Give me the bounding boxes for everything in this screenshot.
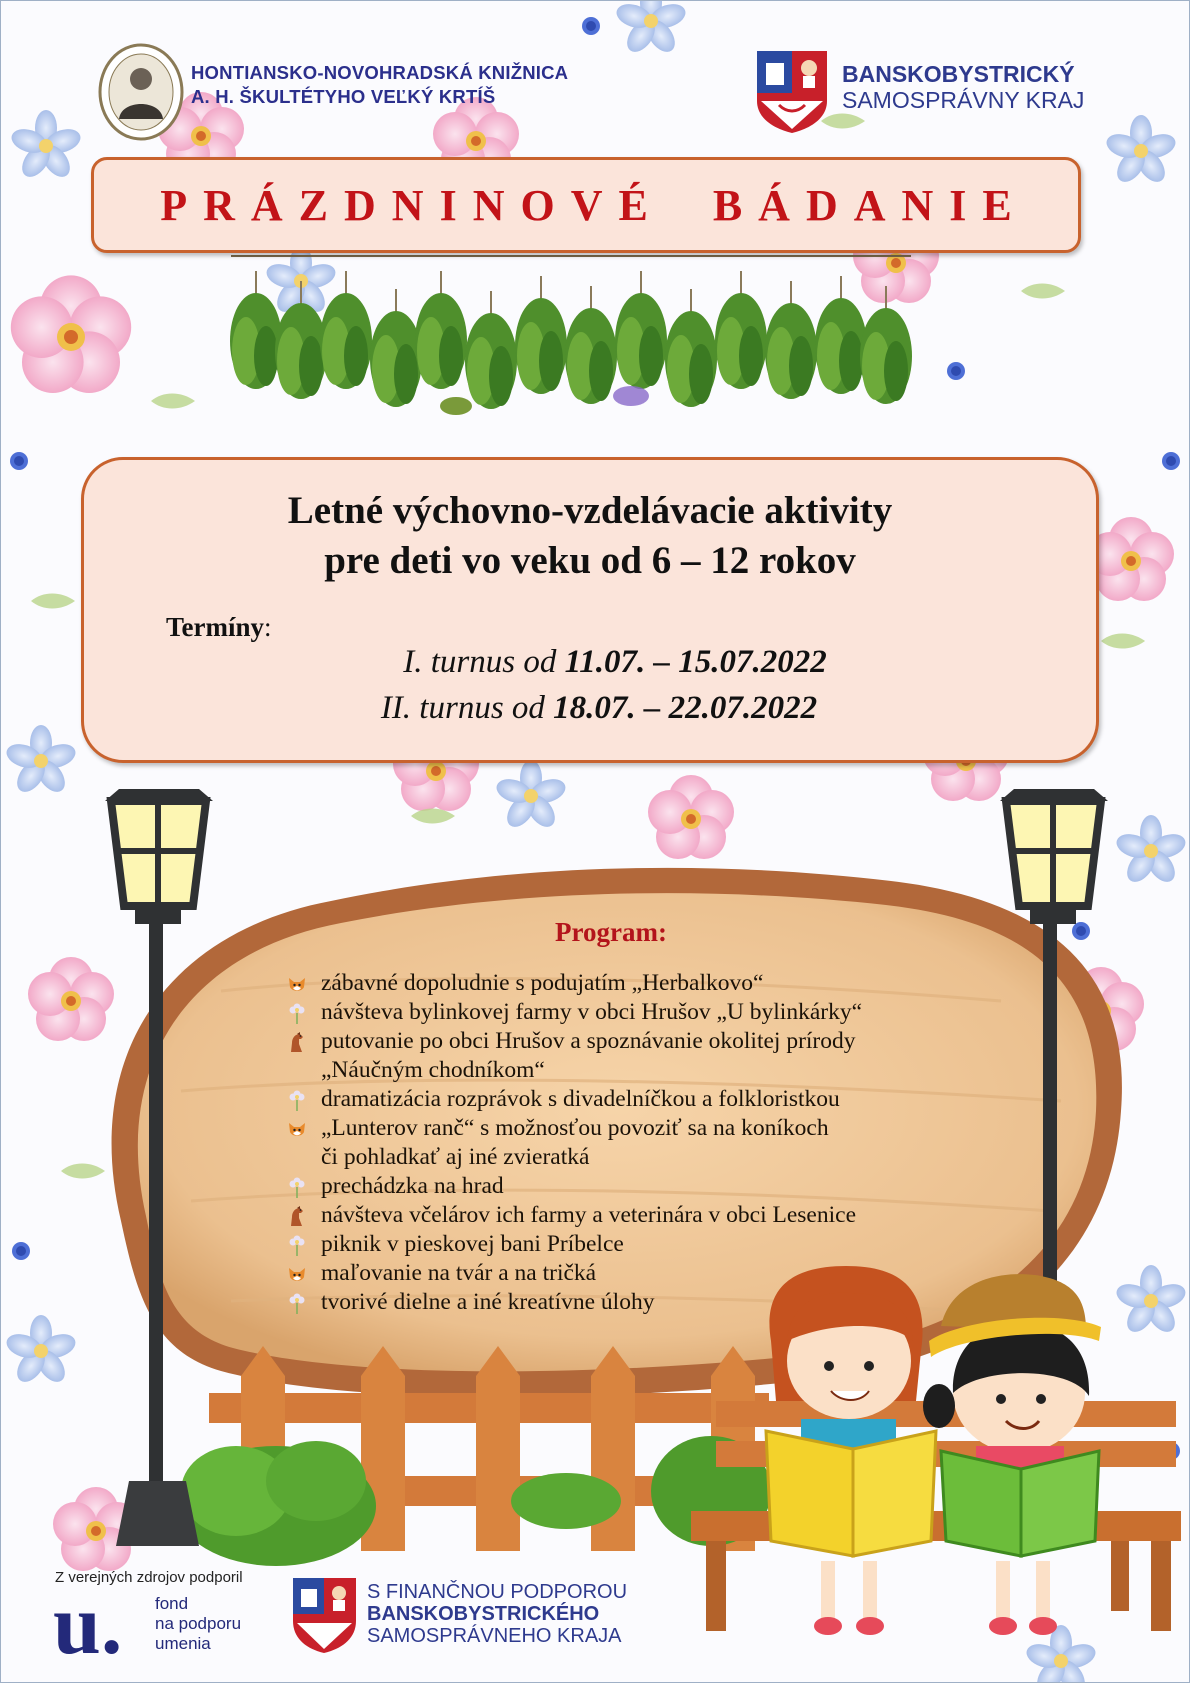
- flower-icon: [285, 1001, 309, 1025]
- program-item-text: maľovanie na tvár a na tričká: [321, 1260, 597, 1286]
- program-item-text: „Lunterov ranč“ s možnosťou povoziť sa na koníkoch či pohladkať aj iné zvieratká: [321, 1115, 829, 1170]
- fund-logo-icon: u.: [53, 1576, 123, 1672]
- footer-coat-of-arms-icon: [293, 1578, 356, 1653]
- program-item-text: návšteva včelárov ich farmy a veterinára v obci Lesenice: [321, 1202, 857, 1228]
- program-item-text: návšteva bylinkovej farmy v obci Hrušov „U bylinkárky“: [321, 999, 863, 1025]
- horse-icon: [285, 1030, 309, 1054]
- library-name: [191, 61, 568, 109]
- fox-icon: [285, 1262, 309, 1286]
- program-item-text: prechádzka na hrad: [321, 1173, 504, 1199]
- program-item: [283, 1230, 862, 1259]
- terms-heading: [166, 612, 272, 643]
- terms-colon: :: [264, 612, 272, 642]
- financial-support-text: [367, 1581, 627, 1647]
- turnus-2-label: II. turnus od: [380, 690, 554, 726]
- girl-reading-illustration: [766, 1266, 936, 1635]
- region-coat-of-arms-icon: [757, 51, 827, 133]
- program-item: [283, 1114, 862, 1172]
- flower-icon: [285, 1233, 309, 1257]
- program-item: [283, 1027, 862, 1085]
- flower-icon: [285, 1088, 309, 1112]
- fin-support-line2: BANSKOBYSTRICKÉHO: [367, 1603, 600, 1625]
- program-item: [283, 998, 862, 1027]
- fin-support-line1: S FINANČNOU PODPOROU: [367, 1581, 628, 1603]
- turnus-2-dates: 18.07. – 22.07.2022: [553, 690, 818, 726]
- page-title: PRÁZDNINOVÉ BÁDANIE: [160, 180, 1028, 230]
- region-name-line2: SAMOSPRÁVNY KRAJ: [842, 87, 1085, 113]
- library-name-line2: A. H. ŠKULTÉTYHO VEĽKÝ KRTÍŠ: [191, 86, 496, 107]
- horse-icon: [285, 1204, 309, 1228]
- turnus-2: [84, 690, 1096, 727]
- fox-icon: [285, 972, 309, 996]
- info-line1: Letné výchovno-vzdelávacie aktivity: [287, 489, 893, 532]
- turnus-1-label: I. turnus od: [403, 644, 565, 680]
- program-item: [283, 1259, 862, 1288]
- fin-support-line3: SAMOSPRÁVNEHO KRAJA: [367, 1625, 622, 1647]
- flower-icon: [285, 1291, 309, 1315]
- program-item-text: tvorivé dielne a iné kreatívne úlohy: [321, 1289, 655, 1315]
- program-item: [283, 1085, 862, 1114]
- turnus-1: [84, 644, 1096, 681]
- fund-name-line1: fond: [155, 1594, 189, 1613]
- fund-name: [155, 1594, 241, 1654]
- program-item: [283, 969, 862, 998]
- hanging-herbs-illustration: [230, 256, 912, 415]
- program-title: Program:: [555, 917, 667, 947]
- flower-icon: [285, 1175, 309, 1199]
- program-item-text: piknik v pieskovej bani Príbelce: [321, 1231, 624, 1257]
- program-list: [283, 969, 862, 1317]
- poster-artwork: [1, 1, 1190, 1683]
- fund-name-line2: na podporu: [155, 1614, 242, 1633]
- program-item: [283, 1288, 862, 1317]
- region-name-line1: BANSKOBYSTRICKÝ: [842, 61, 1075, 87]
- program-item-text: zábavné dopoludnie s podujatím „Herbalkovo“: [321, 970, 764, 996]
- region-name: [842, 61, 1084, 113]
- program-item: [283, 1172, 862, 1201]
- info-line2: pre deti vo veku od 6 – 12 rokov: [324, 539, 856, 582]
- support-label: Z verejných zdrojov podporil: [55, 1569, 243, 1586]
- title-banner: [91, 157, 1081, 253]
- info-box: [81, 457, 1099, 763]
- program-item: [283, 1201, 862, 1230]
- library-logo-icon: [100, 45, 182, 139]
- turnus-1-dates: 11.07. – 15.07.2022: [564, 644, 827, 680]
- library-name-line1: HONTIANSKO-NOVOHRADSKÁ KNIŽNICA: [191, 62, 569, 83]
- fox-icon: [285, 1117, 309, 1141]
- terms-label: Termíny: [166, 612, 265, 642]
- program-item-text: dramatizácia rozprávok s divadelníčkou a folkloristkou: [321, 1086, 840, 1112]
- fund-name-line3: umenia: [155, 1634, 211, 1653]
- program-item-text: putovanie po obci Hrušov a spoznávanie okolitej prírody „Náučným chodníkom“: [321, 1028, 856, 1083]
